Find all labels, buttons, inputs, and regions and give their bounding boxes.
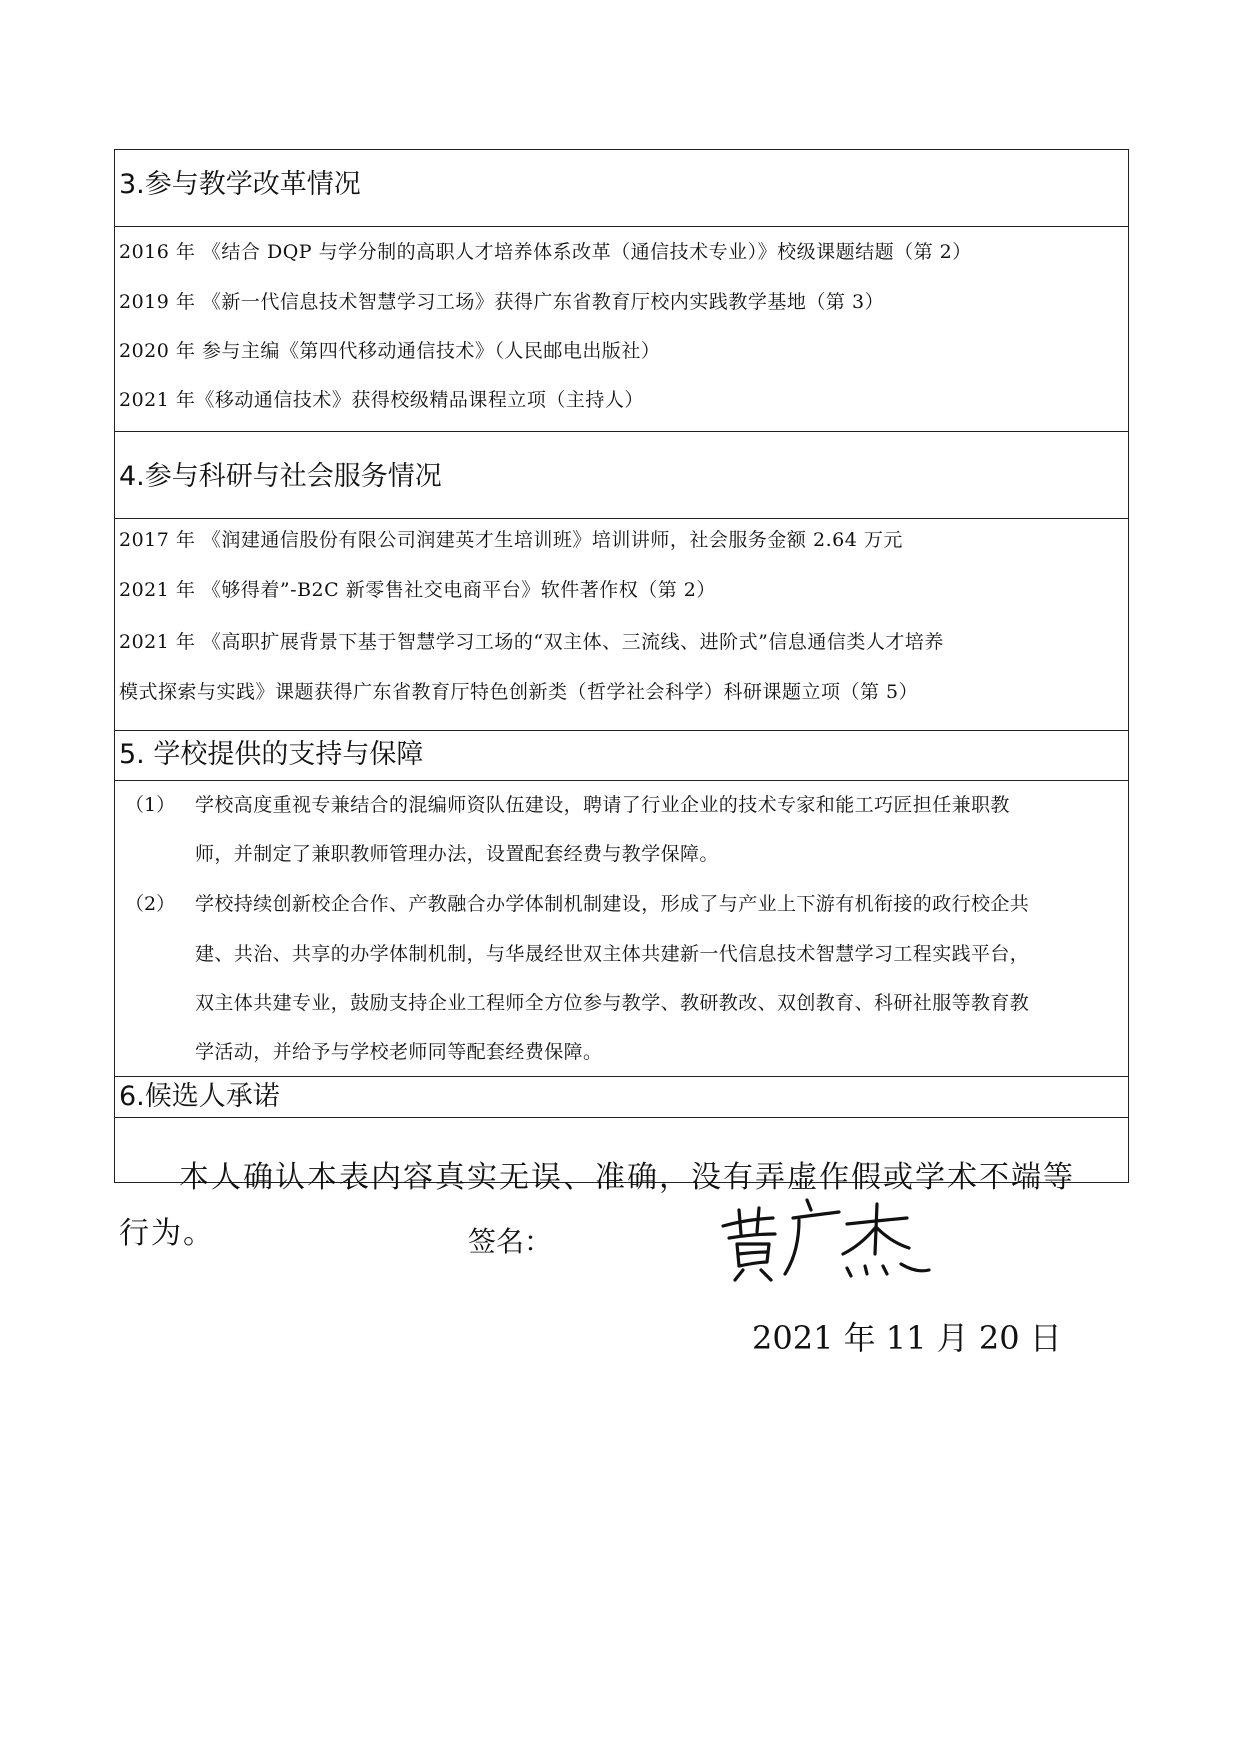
signature-date: 2021 年 11 月 20 日 [752, 1319, 1062, 1357]
section-4-item: 模式探索与实践》课题获得广东省教育厅特色创新类（哲学社会科学）科研课题立项（第 5） [119, 681, 919, 703]
row-divider [115, 431, 1128, 432]
section-4-item: 2021 年 《够得着”-B2C 新零售社交电商平台》软件著作权（第 2） [119, 579, 716, 601]
section-6-heading: 6.候选人承诺 [119, 1081, 280, 1112]
paragraph-line: 双主体共建专业，鼓励支持企业工程师全方位参与教学、教研教改、双创教育、科研社服等教育教 [195, 992, 1030, 1014]
paragraph-line: 学校持续创新校企合作、产教融合办学体制机制建设，形成了与产业上下游有机衔接的政行校企共 [195, 893, 1030, 915]
section-3-item: 2021 年《移动通信技术》获得校级精品课程立项（主持人） [119, 389, 644, 411]
pledge-text: 行为。 [119, 1216, 215, 1251]
row-divider [115, 518, 1128, 519]
handwritten-signature [715, 1188, 935, 1288]
row-divider [115, 730, 1128, 731]
row-divider [115, 1117, 1128, 1118]
row-divider [115, 226, 1128, 227]
row-divider [115, 780, 1128, 781]
signature-label: 签名： [468, 1225, 553, 1258]
paragraph-number: （1） [125, 794, 176, 816]
paragraph-line: 学活动，并给予与学校老师同等配套经费保障。 [195, 1041, 603, 1063]
paragraph-line: 建、共治、共享的办学体制机制，与华晟经世双主体共建新一代信息技术智慧学习工程实践平台， [195, 943, 1030, 965]
row-divider [115, 1076, 1128, 1077]
paragraph-line: 师，并制定了兼职教师管理办法，设置配套经费与教学保障。 [195, 843, 719, 865]
section-3-heading: 3.参与教学改革情况 [119, 169, 361, 200]
section-3-item: 2016 年 《结合 DQP 与学分制的高职人才培养体系改革（通信技术专业）》校级课题结题（第 2） [119, 241, 972, 263]
pledge-text: 本人确认本表内容真实无误、准确，没有弄虚作假或学术不端等 [179, 1160, 1075, 1195]
section-4-item: 2021 年 《高职扩展背景下基于智慧学习工场的“双主体、三流线、进阶式”信息通信类人才培养 [119, 631, 944, 653]
section-4-item: 2017 年 《润建通信股份有限公司润建英才生培训班》培训讲师，社会服务金额 2.64 万元 [119, 529, 903, 551]
section-3-item: 2019 年 《新一代信息技术智慧学习工场》获得广东省教育厅校内实践教学基地（第 3） [119, 291, 885, 313]
paragraph-number: （2） [125, 893, 176, 915]
section-4-heading: 4.参与科研与社会服务情况 [119, 461, 442, 492]
section-5-heading: 5. 学校提供的支持与保障 [119, 739, 424, 770]
paragraph-line: 学校高度重视专兼结合的混编师资队伍建设，聘请了行业企业的技术专家和能工巧匠担任兼职教 [195, 794, 1010, 816]
section-3-item: 2020 年 参与主编《第四代移动通信技术》（人民邮电出版社） [119, 340, 661, 362]
